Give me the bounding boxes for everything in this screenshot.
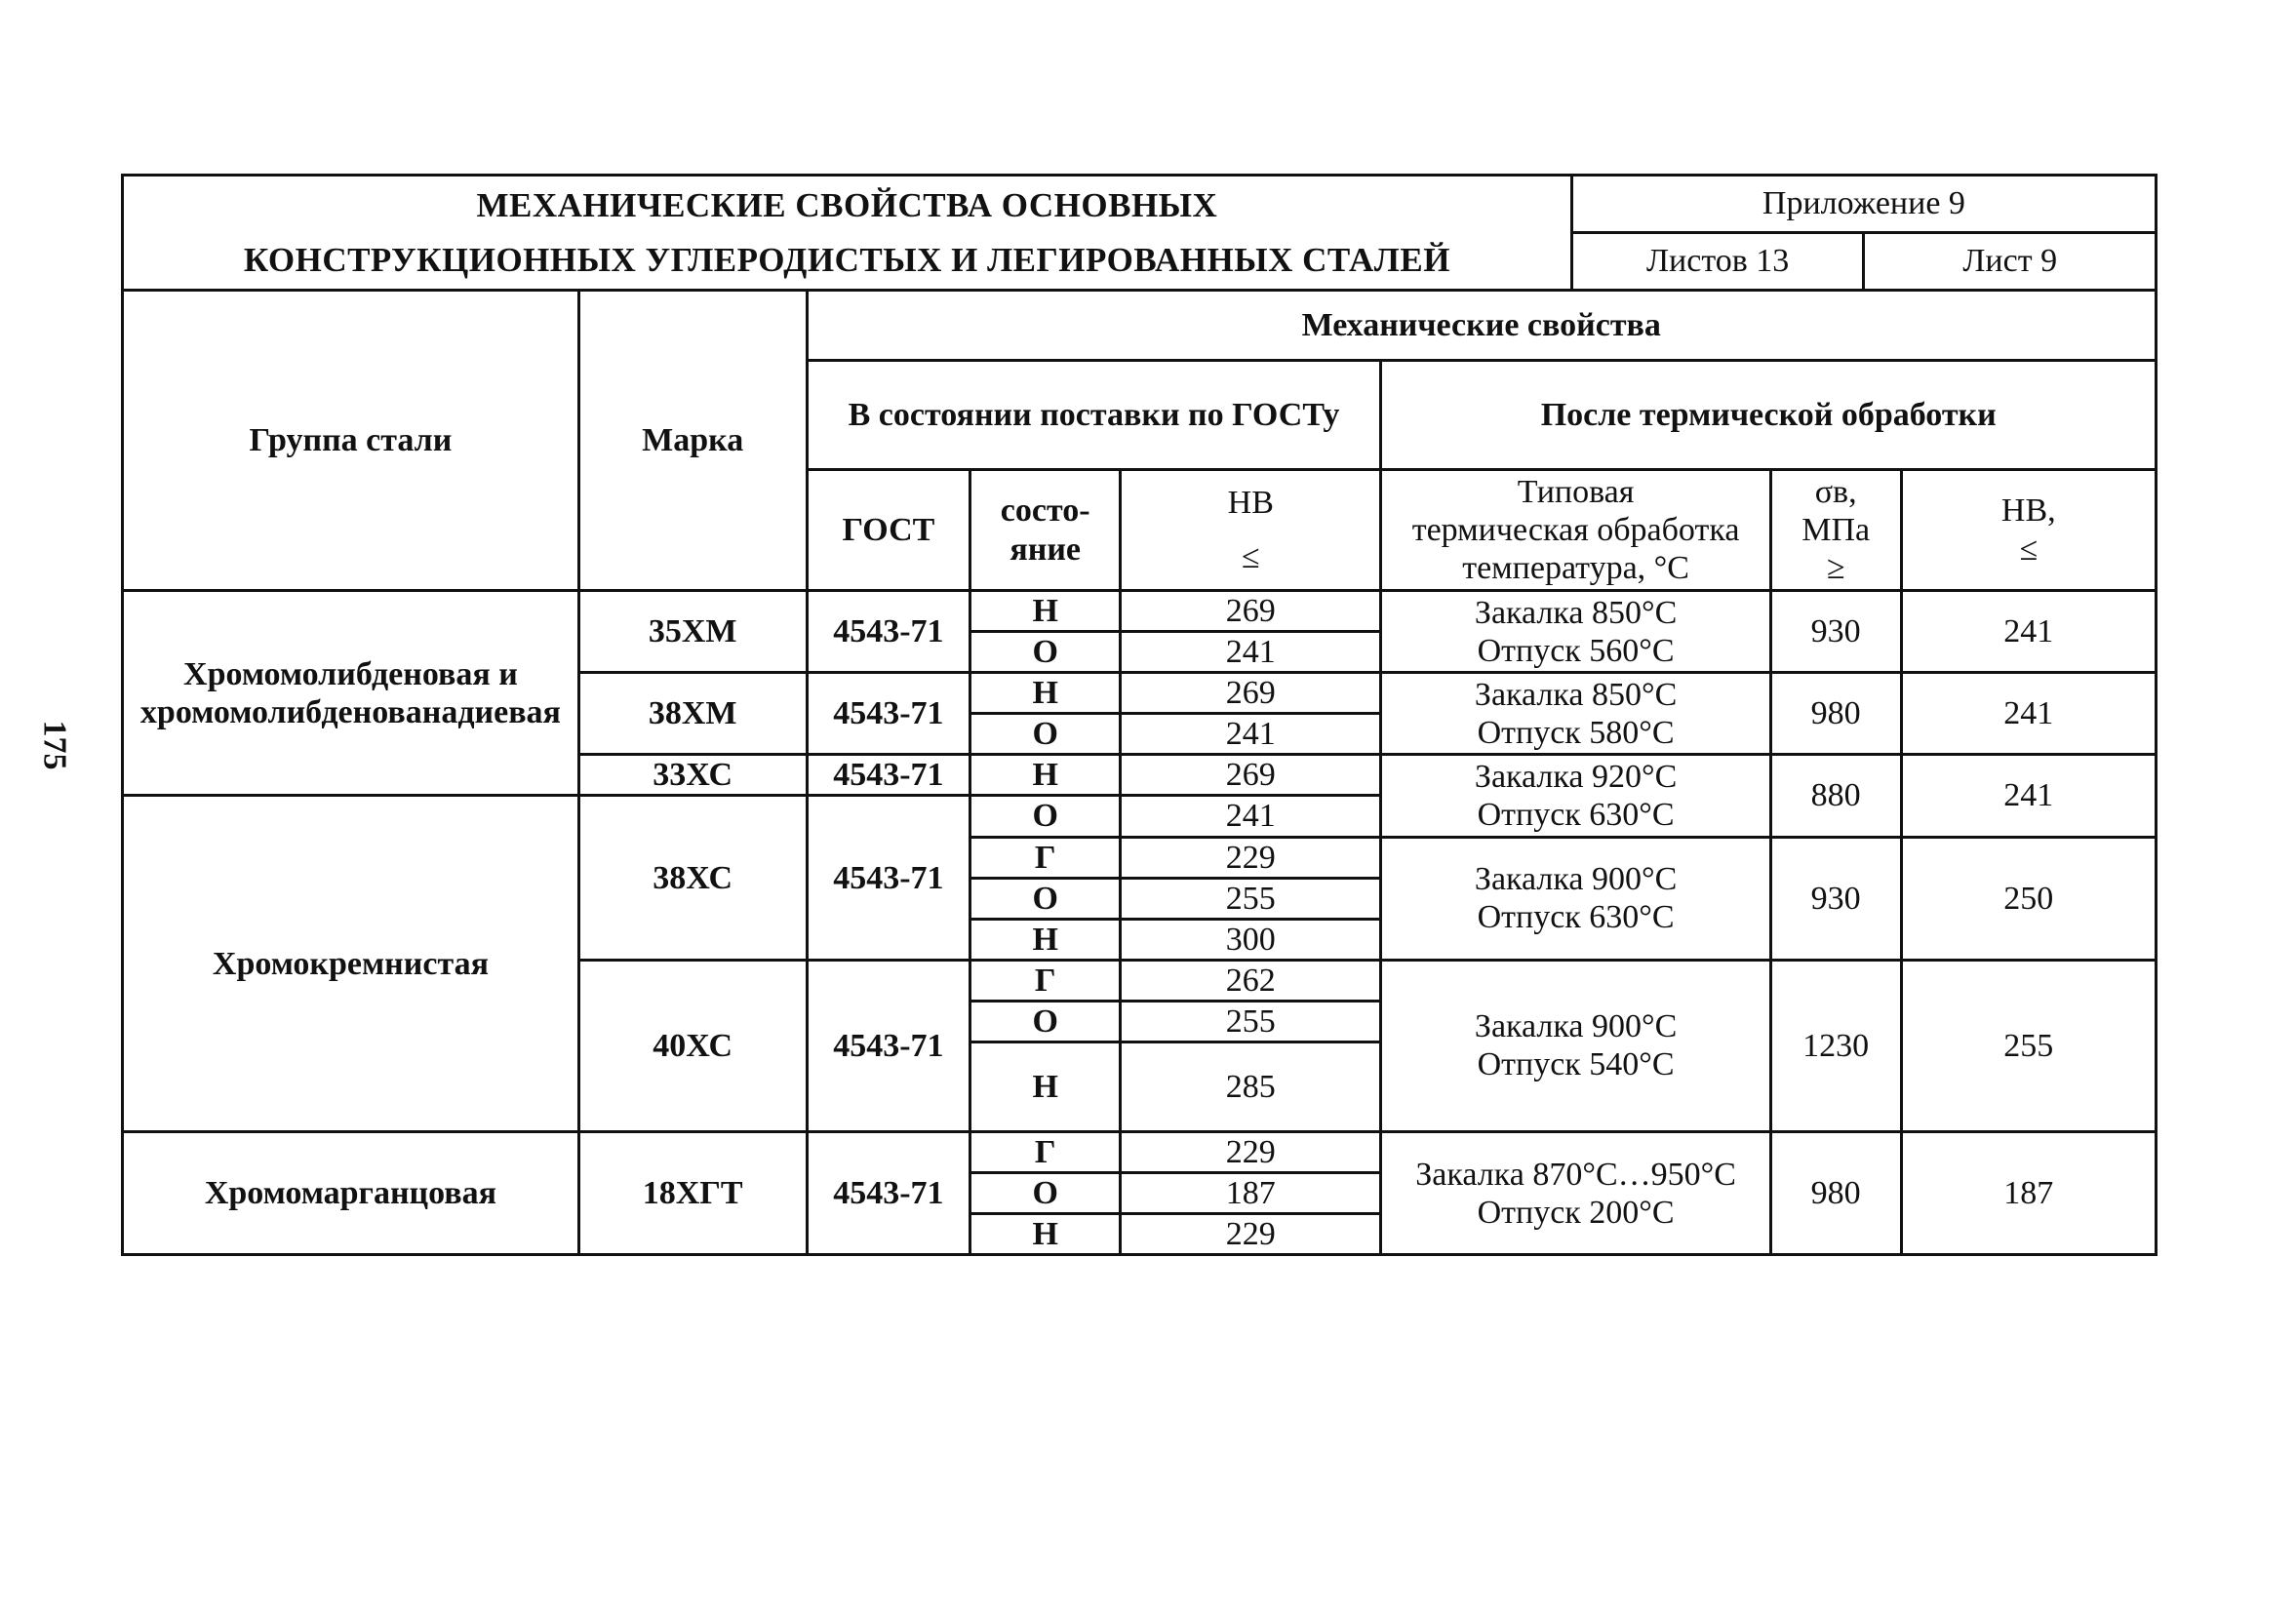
treatment-cell: [1381, 1132, 1770, 1255]
state-cell: Н: [970, 1214, 1121, 1255]
sheets-total: Листов 13: [1571, 233, 1864, 291]
group-chromomanganese: Хромомарганцовая: [123, 1132, 579, 1255]
group-chromomolybdenum: [123, 591, 579, 796]
grade-cell: 35ХМ: [578, 591, 807, 673]
sigma-cell: 930: [1770, 591, 1901, 673]
grade-cell: 18ХГТ: [578, 1132, 807, 1255]
gost-cell: 4543-71: [807, 673, 970, 755]
hb-cell: 255: [1121, 878, 1381, 919]
document-header: [121, 174, 2157, 292]
quench-line: Закалка 850°С: [1474, 676, 1678, 713]
grade-cell: 40ХС: [578, 960, 807, 1131]
document-title: [123, 176, 1572, 291]
col-mech-header: Механические свойства: [807, 291, 2157, 361]
hb-cell: 229: [1121, 1132, 1381, 1173]
state-cell: Г: [970, 1132, 1121, 1173]
hb-cell: 269: [1121, 591, 1381, 632]
steel-properties-table: [121, 289, 2157, 1256]
state-cell: О: [970, 796, 1121, 837]
sigma-line-1: σв,: [1814, 473, 1857, 510]
quench-line: Закалка 920°С: [1474, 758, 1678, 795]
col-hb2-header: [1901, 470, 2156, 591]
state-cell: О: [970, 632, 1121, 673]
state-cell: О: [970, 714, 1121, 755]
quench-line: Закалка 870°С…950°С: [1415, 1156, 1736, 1193]
state-line-1: состо-: [1000, 492, 1090, 530]
col-as-delivered-header: В состоянии поставки по ГОСТу: [807, 361, 1381, 470]
group-label: Хромомолибденовая и: [183, 655, 518, 692]
state-cell: Н: [970, 673, 1121, 714]
state-cell: О: [970, 1173, 1121, 1214]
hb2-line-1: НВ,: [2000, 492, 2056, 530]
sigma-cell: 1230: [1770, 960, 1901, 1131]
temper-line: Отпуск 560°С: [1477, 632, 1675, 669]
state-cell: Н: [970, 919, 1121, 960]
state-cell: Н: [970, 591, 1121, 632]
title-line-2: КОНСТРУКЦИОННЫХ УГЛЕРОДИСТЫХ И ЛЕГИРОВАННЫХ СТАЛЕЙ: [243, 240, 1450, 279]
sigma-line-3: ≥: [1826, 550, 1845, 587]
col-state-header: [970, 470, 1121, 591]
state-cell: Н: [970, 1042, 1121, 1132]
sigma-cell: 930: [1770, 837, 1901, 960]
hb-cell: 229: [1121, 1214, 1381, 1255]
quench-line: Закалка 900°С: [1474, 861, 1678, 898]
treat-line-1: Типовая: [1517, 473, 1635, 510]
treatment-cell: [1381, 755, 1770, 837]
title-line-1: МЕХАНИЧЕСКИЕ СВОЙСТВА ОСНОВНЫХ: [476, 185, 1218, 224]
hb-cell: 187: [1121, 1173, 1381, 1214]
hb2-line-2: ≤: [2019, 531, 2039, 568]
gost-cell: 4543-71: [807, 1132, 970, 1255]
col-treatment-header: [1381, 470, 1770, 591]
gost-cell: 4543-71: [807, 755, 970, 796]
hb-cell: 241: [1121, 796, 1381, 837]
hb2-cell: 241: [1901, 673, 2156, 755]
col-group-header: Группа стали: [123, 291, 579, 591]
hb-label: НВ: [1227, 485, 1274, 522]
hb-cell: 229: [1121, 837, 1381, 878]
col-grade-header: Марка: [578, 291, 807, 591]
temper-line: Отпуск 540°С: [1477, 1046, 1675, 1083]
sigma-cell: 980: [1770, 1132, 1901, 1255]
sigma-line-2: МПа: [1801, 511, 1871, 548]
temper-line: Отпуск 200°С: [1477, 1194, 1675, 1231]
group-label: хромомолибденованадиевая: [139, 693, 561, 730]
hb2-cell: 241: [1901, 591, 2156, 673]
col-hb-header: [1121, 470, 1381, 591]
gost-cell: 4543-71: [807, 591, 970, 673]
table-row: [123, 591, 2157, 632]
hb-cell: 285: [1121, 1042, 1381, 1132]
hb2-cell: 187: [1901, 1132, 2156, 1255]
hb-cell: 241: [1121, 632, 1381, 673]
table-row: [123, 1132, 2157, 1173]
state-cell: Г: [970, 837, 1121, 878]
state-cell: О: [970, 878, 1121, 919]
hb2-cell: 241: [1901, 755, 2156, 837]
col-after-treatment-header: После термической обработки: [1381, 361, 2157, 470]
gost-cell: 4543-71: [807, 960, 970, 1131]
col-gost-header: ГОСТ: [807, 470, 970, 591]
col-sigma-header: [1770, 470, 1901, 591]
state-line-2: яние: [1009, 531, 1082, 568]
state-cell: О: [970, 1001, 1121, 1042]
temper-line: Отпуск 630°С: [1477, 899, 1675, 936]
sheet-number: Лист 9: [1864, 233, 2157, 291]
hb-cell: 262: [1121, 960, 1381, 1001]
temper-line: Отпуск 580°С: [1477, 714, 1675, 751]
treatment-cell: [1381, 960, 1770, 1131]
quench-line: Закалка 900°С: [1474, 1008, 1678, 1045]
quench-line: Закалка 850°С: [1474, 594, 1678, 631]
temper-line: Отпуск 630°С: [1477, 796, 1675, 833]
state-cell: Н: [970, 755, 1121, 796]
page-number: 175: [36, 720, 73, 770]
hb2-cell: 250: [1901, 837, 2156, 960]
hb-cell: 269: [1121, 755, 1381, 796]
appendix-label: Приложение 9: [1571, 176, 2156, 233]
gost-cell: 4543-71: [807, 796, 970, 960]
grade-cell: 33ХС: [578, 755, 807, 796]
treat-line-2: термическая обработка: [1411, 511, 1740, 548]
treatment-cell: [1381, 673, 1770, 755]
hb-cell: 241: [1121, 714, 1381, 755]
treat-line-3: температура, °С: [1462, 550, 1689, 587]
grade-cell: 38ХС: [578, 796, 807, 960]
hb-symbol: ≤: [1241, 538, 1260, 575]
group-chromosilicon: Хромокремнистая: [123, 796, 579, 1132]
state-cell: Г: [970, 960, 1121, 1001]
hb2-cell: 255: [1901, 960, 2156, 1131]
hb-cell: 269: [1121, 673, 1381, 714]
grade-cell: 38ХМ: [578, 673, 807, 755]
sigma-cell: 880: [1770, 755, 1901, 837]
sigma-cell: 980: [1770, 673, 1901, 755]
hb-cell: 255: [1121, 1001, 1381, 1042]
hb-cell: 300: [1121, 919, 1381, 960]
treatment-cell: [1381, 591, 1770, 673]
treatment-cell: [1381, 837, 1770, 960]
